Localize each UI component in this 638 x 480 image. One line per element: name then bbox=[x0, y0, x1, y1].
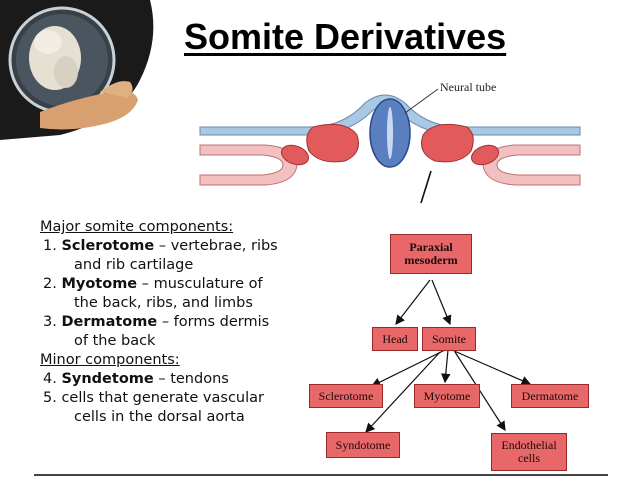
desc-myotome-cont: the back, ribs, and limbs bbox=[74, 295, 253, 311]
head-box: Head bbox=[372, 327, 418, 351]
page-title: Somite Derivatives bbox=[184, 16, 507, 57]
paraxial-label-1: Paraxial bbox=[409, 240, 453, 254]
endothelial-label-1: Endothelial bbox=[501, 438, 557, 452]
item-number: 1. bbox=[43, 238, 57, 254]
term-sclerotome: Sclerotome bbox=[61, 238, 155, 254]
footer-divider bbox=[34, 474, 608, 476]
myotome-box: Myotome bbox=[414, 384, 480, 408]
desc-vascular-cont: cells in the dorsal aorta bbox=[74, 409, 245, 425]
major-heading: Major somite components: bbox=[40, 219, 234, 235]
neural-canal bbox=[387, 107, 393, 159]
endothelial-label-2: cells bbox=[518, 451, 540, 465]
arrow-to-myotome bbox=[445, 350, 448, 382]
minor-components-list bbox=[40, 351, 264, 427]
major-components-list bbox=[40, 218, 278, 351]
item-number: 2. bbox=[43, 276, 57, 292]
arrow-to-head bbox=[396, 280, 430, 324]
neural-tube-label: Neural tube bbox=[440, 80, 497, 94]
arrow-to-sclerotome bbox=[372, 350, 445, 386]
embryo-photo bbox=[0, 0, 170, 140]
paraxial-label-2: mesoderm bbox=[404, 253, 458, 267]
somite-left bbox=[307, 124, 359, 162]
term-myotome: Myotome bbox=[61, 276, 138, 292]
arrow-to-dermatome bbox=[452, 350, 530, 384]
minor-heading: Minor components: bbox=[40, 352, 180, 368]
term-syndetome: Syndetome bbox=[61, 371, 154, 387]
somite-box: Somite bbox=[422, 327, 476, 351]
desc-myotome: – musculature of bbox=[137, 276, 263, 292]
sclerotome-box: Sclerotome bbox=[309, 384, 383, 408]
desc-dermatome: – forms dermis bbox=[157, 314, 270, 330]
desc-syndetome: – tendons bbox=[153, 371, 229, 387]
somite-right bbox=[422, 124, 474, 162]
item-number: 4. bbox=[43, 371, 57, 387]
desc-vascular: cells that generate vascular bbox=[61, 390, 264, 406]
term-dermatome: Dermatome bbox=[61, 314, 158, 330]
endothelial-cells-box bbox=[491, 433, 567, 471]
item-number: 3. bbox=[43, 314, 57, 330]
item-number: 5. bbox=[43, 390, 57, 406]
desc-sclerotome: – vertebrae, ribs bbox=[154, 238, 278, 254]
paraxial-mesoderm-box bbox=[390, 234, 472, 274]
syndotome-box: Syndotome bbox=[326, 432, 400, 458]
arrow-to-somite bbox=[432, 280, 450, 324]
desc-sclerotome-cont: and rib cartilage bbox=[74, 257, 194, 273]
dermatome-box: Dermatome bbox=[511, 384, 589, 408]
desc-dermatome-cont: of the back bbox=[74, 333, 156, 349]
